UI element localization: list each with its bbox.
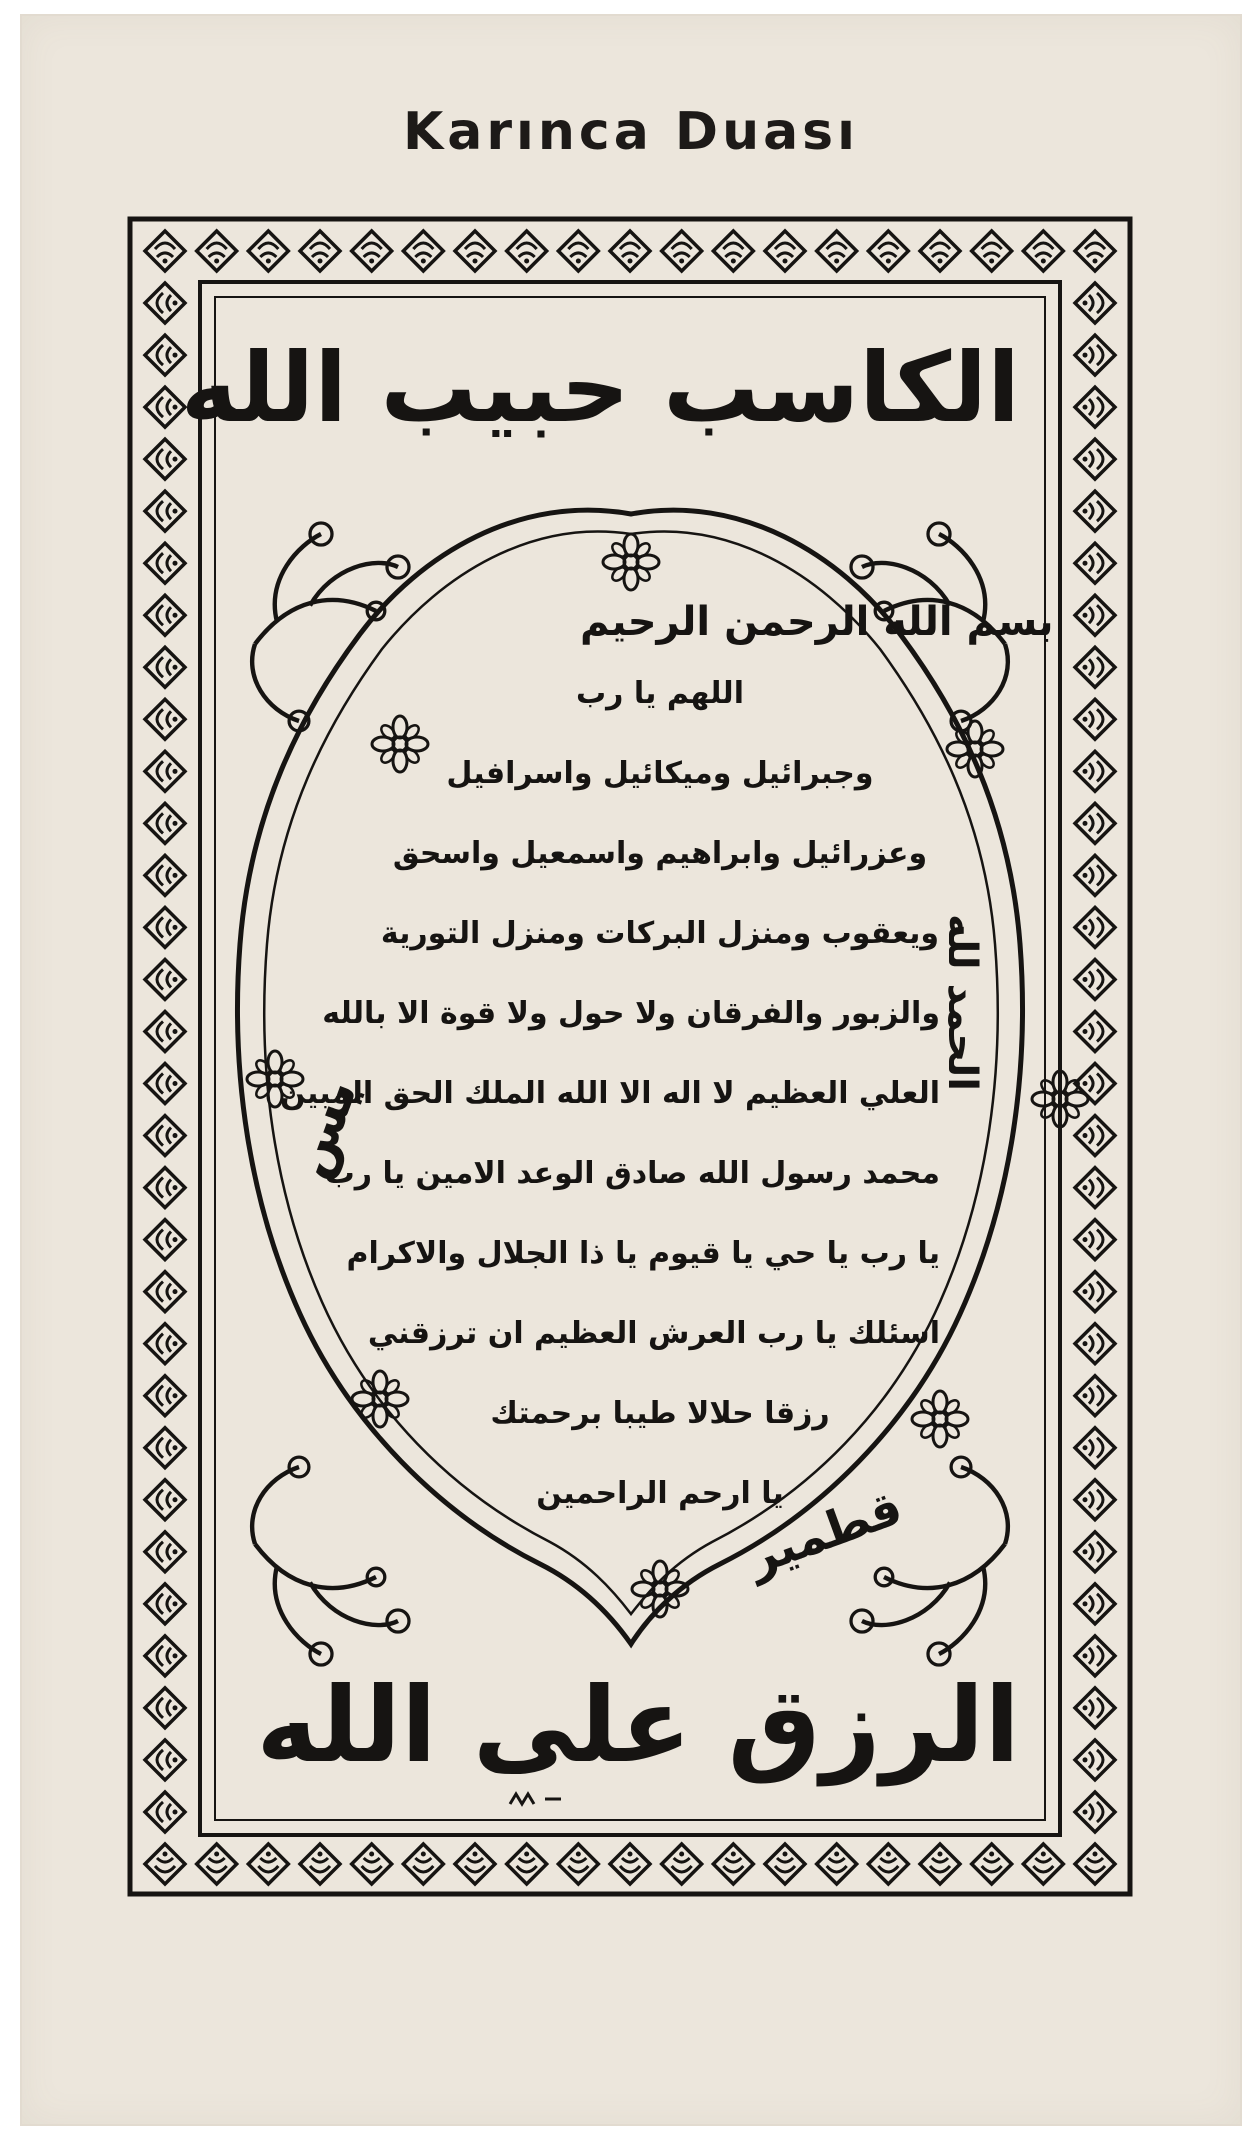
border-tile [300,231,340,271]
border-tile [817,1844,857,1884]
prayer-line: يا رب يا حي يا قيوم يا ذا الجلال والاكرام [346,1236,940,1271]
prayer-line: اسئلك يا رب العرش العظيم ان ترزقني [367,1316,940,1351]
border-tile [145,1844,185,1884]
prayer-line: العلي العظيم لا اله الا الله الملك الحق المبين [280,1076,940,1111]
border-tile [1075,1532,1115,1572]
border-tile [1075,595,1115,635]
side-text-left: يس [275,1069,371,1187]
border-tile [403,231,443,271]
prayer-line: يا ارحم الراحمين [536,1476,784,1511]
prayer-line: ويعقوب ومنزل البركات ومنزل التورية [380,916,940,951]
side-text-top: بسم الله الرحمن الرحيم [580,599,1054,645]
border-tile [1075,387,1115,427]
border-tile [662,231,702,271]
border-tile [765,231,805,271]
border-tile [197,231,237,271]
prayer-line: رزقا حلالا طيبا برحمتك [490,1396,830,1431]
border-tile [868,1844,908,1884]
border-tile [145,855,185,895]
border-tile [145,1324,185,1364]
border-tile [610,1844,650,1884]
prayer-line: وجبرائيل وميكائيل واسرافيل [446,756,874,791]
border-tile [455,231,495,271]
border-tile [662,1844,702,1884]
border-tile [1075,543,1115,583]
border-tile [1075,439,1115,479]
border-tile [1075,751,1115,791]
border-tile [507,231,547,271]
border-tile [1075,855,1115,895]
border-tile [145,491,185,531]
border-tile [1075,1376,1115,1416]
border-tile [145,231,185,271]
border-tile [145,335,185,375]
border-tile [1075,283,1115,323]
border-tile [1075,1740,1115,1780]
border-tile [1075,1324,1115,1364]
border-tile [145,543,185,583]
border-tile [1075,647,1115,687]
border-tile [558,1844,598,1884]
border-tile [1075,1584,1115,1624]
border-tile [248,231,288,271]
border-tile [145,283,185,323]
border-tile [145,1480,185,1520]
border-tile [145,1220,185,1260]
heading-top-calligraphy: الكاسب حبيب الله [180,332,1020,444]
border-tile [1075,1688,1115,1728]
border-tile [1075,959,1115,999]
border-tile [145,1584,185,1624]
border-tile [352,231,392,271]
border-tile [145,699,185,739]
border-tile [145,1272,185,1312]
border-tile [145,1688,185,1728]
border-tile [248,1844,288,1884]
border-tile [145,1428,185,1468]
border-tile [1023,231,1063,271]
border-tile [972,1844,1012,1884]
border-tile [1075,1636,1115,1676]
border-tile [1075,231,1115,271]
border-tile [145,1116,185,1156]
border-tile [920,1844,960,1884]
border-tile [558,231,598,271]
border-tile [868,231,908,271]
border-tile [300,1844,340,1884]
border-tile [197,1844,237,1884]
border-tile [920,231,960,271]
border-tile [1075,1272,1115,1312]
border-tile [145,1168,185,1208]
border-tile [1075,1220,1115,1260]
border-tile [713,1844,753,1884]
border-tile [1075,1064,1115,1104]
border-tile [145,1376,185,1416]
border-tile [610,231,650,271]
border-tile [1075,1011,1115,1051]
border-tile [145,1532,185,1572]
card-title: Karınca Duası [403,102,859,162]
border-tile [145,1740,185,1780]
border-tile [1075,1428,1115,1468]
border-tile [1075,1168,1115,1208]
border-tile [1075,1792,1115,1832]
border-tile [145,803,185,843]
border-tile [145,959,185,999]
border-tile [145,1636,185,1676]
prayer-line: محمد رسول الله صادق الوعد الامين يا رب [324,1156,940,1191]
border-tile [1075,803,1115,843]
border-tile [507,1844,547,1884]
border-tile [455,1844,495,1884]
border-tile [1075,1844,1115,1884]
border-tile [817,231,857,271]
border-tile [403,1844,443,1884]
border-tile [145,751,185,791]
border-tile [713,231,753,271]
prayer-card [20,14,1242,2126]
prayer-line: وعزرائيل وابراهيم واسمعيل واسحق [392,836,928,871]
border-tile [145,439,185,479]
border-tile [352,1844,392,1884]
border-tile [1023,1844,1063,1884]
border-tile [1075,335,1115,375]
prayer-line: اللهم يا رب [576,676,744,711]
border-tile [145,1064,185,1104]
border-tile [1075,1116,1115,1156]
prayer-line: والزبور والفرقان ولا حول ولا قوة الا بالله [322,996,940,1031]
side-text-right: الحمد لله [939,914,985,1092]
border-tile [1075,1480,1115,1520]
border-tile [1075,699,1115,739]
border-tile [145,647,185,687]
border-tile [145,1011,185,1051]
heading-bottom-calligraphy: الرزق على الله [256,1664,1020,1786]
border-tile [145,387,185,427]
border-tile [145,907,185,947]
border-tile [972,231,1012,271]
border-tile [145,595,185,635]
side-text-bottom: قطمير [740,1479,910,1587]
border-tile [765,1844,805,1884]
border-tile [1075,491,1115,531]
border-tile [145,1792,185,1832]
border-tile [1075,907,1115,947]
